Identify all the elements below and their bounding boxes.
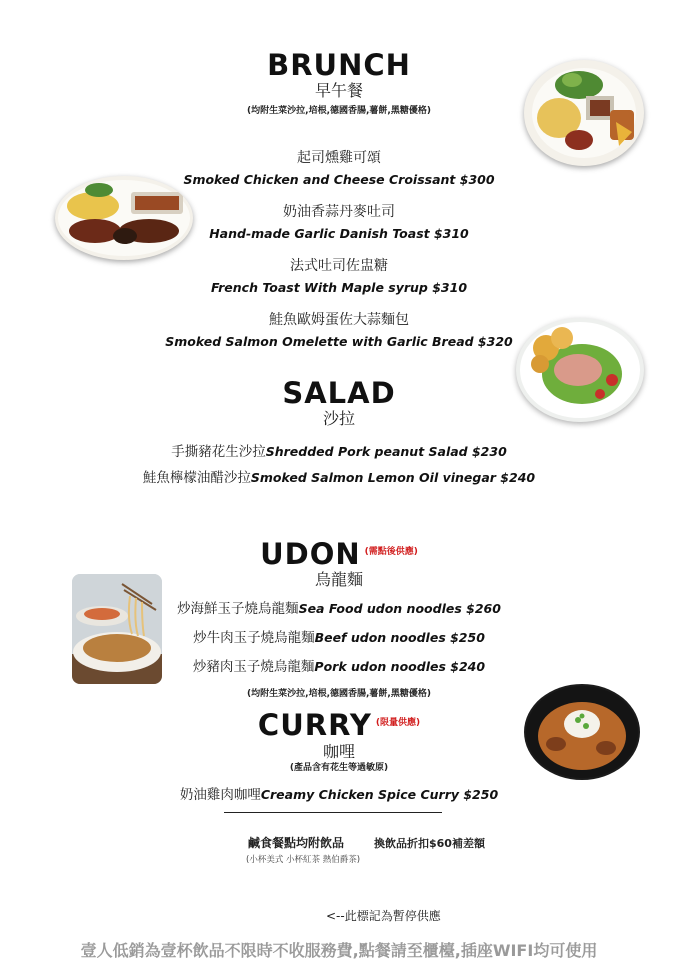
udon-item-3-zh: 炒豬肉玉子燒烏龍麵 xyxy=(192,659,315,675)
salad-item-1 xyxy=(0,440,678,460)
udon-item-1-en: Sea Food udon noodles $260 xyxy=(298,601,501,616)
brunch-item-1-zh: 起司燻雞可頌 xyxy=(297,150,381,166)
footer-note: 壹人低銷為壹杯飲品不限時不收服務費,點餐請至櫃檯,插座WIFI均可使用 xyxy=(80,941,598,960)
curry-note: (產品含有花生等過敏原) xyxy=(289,763,389,773)
salad-item-2-en: Smoked Salmon Lemon Oil vinegar $240 xyxy=(250,470,536,485)
brunch-plate-illustration xyxy=(524,60,644,166)
brunch-item-2-zh: 奶油香蒜丹麥吐司 xyxy=(283,204,395,220)
salad-title: SALAD xyxy=(282,376,396,410)
udon-title: UDON xyxy=(260,537,361,571)
udon-item-2-zh: 炒牛肉玉子燒烏龍麵 xyxy=(193,630,315,646)
udon-item-2-en: Beef udon noodles $250 xyxy=(314,630,485,645)
curry-item-1-zh: 奶油雞肉咖哩 xyxy=(179,787,261,803)
salad-item-2-zh: 鮭魚檸檬油醋沙拉 xyxy=(142,470,251,486)
drinks-upgrade: 換飲品折扣$60補差額 xyxy=(374,837,485,850)
salad-subtitle: 沙拉 xyxy=(322,409,355,428)
curry-item-1-en: Creamy Chicken Spice Curry $250 xyxy=(260,787,499,802)
udon-item-1-zh: 炒海鮮玉子燒烏龍麵 xyxy=(177,601,299,617)
brunch-subtitle: 早午餐 xyxy=(314,81,363,100)
udon-note: (均附生菜沙拉,培根,德國香腸,薯餅,黑糖優格) xyxy=(247,689,431,699)
salad-item-2 xyxy=(0,466,678,486)
udon-illustration xyxy=(72,574,162,684)
curry-title: CURRY xyxy=(257,708,372,742)
brunch-item-3-en: French Toast With Maple syrup $310 xyxy=(210,280,468,295)
curry-bowl-illustration xyxy=(524,684,640,780)
divider-line xyxy=(224,812,442,813)
drinks-line: 鹹食餐點均附飲品 xyxy=(248,836,345,850)
curry-subtitle: 咖哩 xyxy=(322,742,355,761)
udon-heading xyxy=(0,537,678,571)
udon-subtitle: 烏龍麵 xyxy=(314,570,363,589)
brunch-title: BRUNCH xyxy=(267,48,411,82)
udon-photo xyxy=(72,574,162,684)
brunch-plate-left-illustration xyxy=(55,176,193,260)
brunch-note: (均附生菜沙拉,培根,德國香腸,薯餅,黑糖優格) xyxy=(247,106,431,116)
curry-tag: (限量供應) xyxy=(375,718,421,728)
udon-tag: (需點後供應) xyxy=(364,547,418,557)
brunch-item-2-en: Hand-made Garlic Danish Toast $310 xyxy=(209,226,469,241)
brunch-item-1-en: Smoked Chicken and Cheese Croissant $300 xyxy=(183,172,495,187)
curry-bowl-photo xyxy=(524,684,640,780)
brunch-item-4-zh: 鮭魚歐姆蛋佐大蒜麵包 xyxy=(269,312,409,328)
brunch-plate-photo xyxy=(524,60,644,166)
brunch-plate-left-photo xyxy=(55,176,193,260)
curry-item-1 xyxy=(0,783,678,803)
pause-legend: <--此標記為暫停供應 xyxy=(326,909,441,923)
udon-item-3-en: Pork udon noodles $240 xyxy=(314,659,486,674)
salad-plate-photo xyxy=(516,318,644,422)
salad-plate-illustration xyxy=(516,318,644,422)
drinks-options: (小杯美式 小杯紅茶 熱伯爵茶) xyxy=(246,855,361,865)
salad-item-1-en: Shredded Pork peanut Salad $230 xyxy=(265,444,507,459)
brunch-item-4-en: Smoked Salmon Omelette with Garlic Bread $320 xyxy=(165,334,513,349)
brunch-item-3-zh: 法式吐司佐盅糖 xyxy=(290,258,388,274)
salad-item-1-zh: 手撕豬花生沙拉 xyxy=(171,444,266,460)
